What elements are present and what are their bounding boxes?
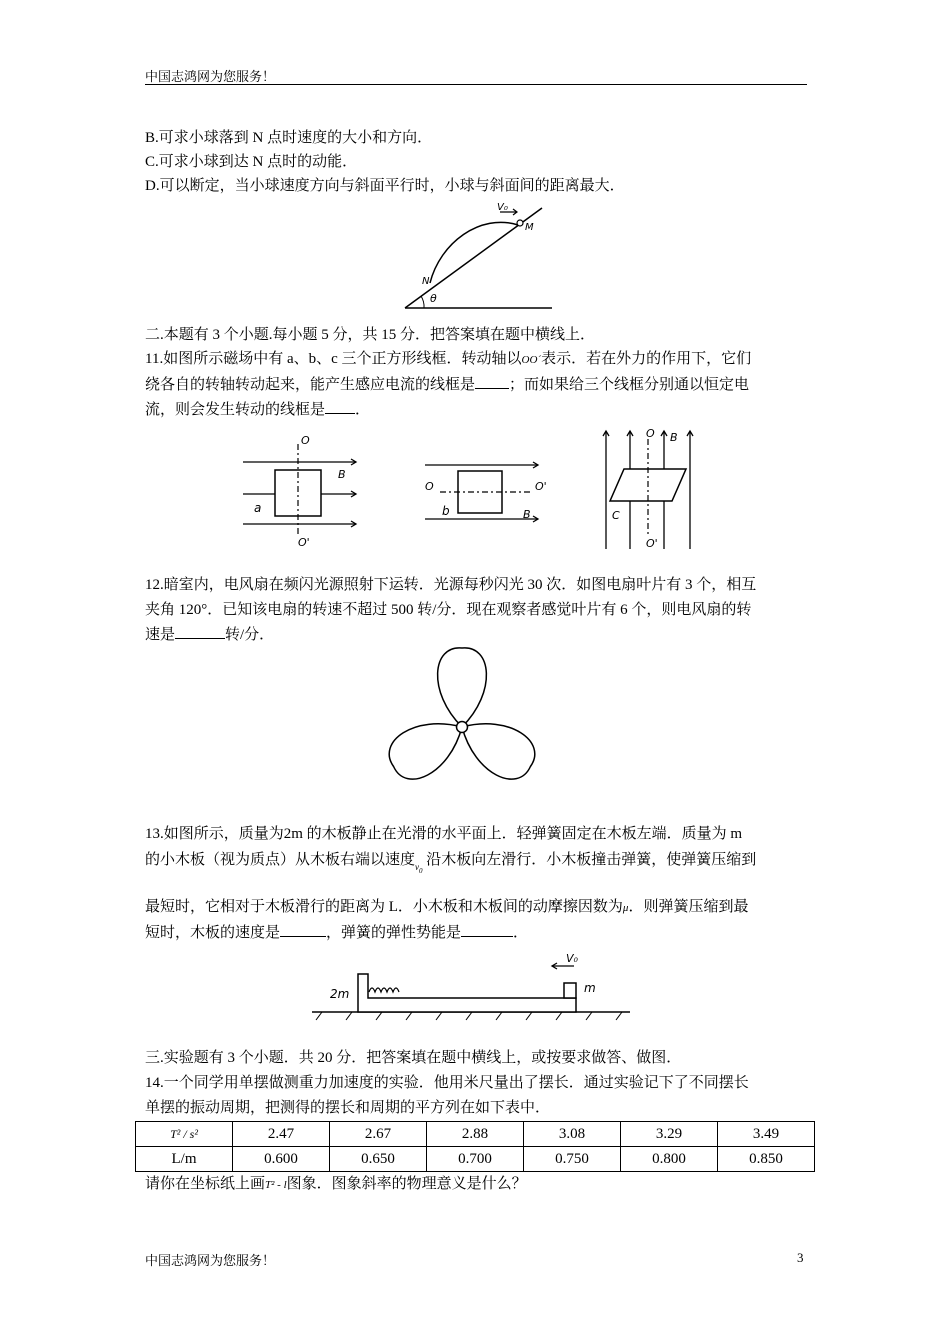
pendulum-data-table: [135, 1121, 815, 1172]
header-rule: [145, 84, 807, 85]
q14-after-table: 请你在坐标纸上画T² - l图象．图象斜率的物理意义是什么？: [145, 1176, 527, 1192]
table-cell: 2.88: [427, 1122, 524, 1147]
v0-fig-label: V₀: [566, 952, 578, 965]
v0-label: V₀: [497, 202, 508, 213]
t2-l-symbol: T² - l: [265, 1179, 287, 1191]
mass-2m-label: 2m: [330, 987, 350, 1001]
theta-label: θ: [430, 292, 437, 305]
answer-blank-11a[interactable]: [475, 374, 509, 389]
table-cell: 0.750: [524, 1147, 621, 1172]
m-label: M: [525, 222, 534, 233]
q13-line-3: 最短时，它相对于木板滑行的距离为 L．小木板和木板间的动摩擦因数为μ．则弹簧压缩到最: [145, 899, 749, 915]
table-cell: 0.700: [427, 1147, 524, 1172]
q13-line-2: 的小木板（视为质点）从木板右端以速度$_{v_0}$ 沿木板向左滑行．小木板撞击弹簧，使弹簧压缩到: [145, 852, 757, 875]
table-cell: 3.49: [718, 1122, 815, 1147]
table-header-cell: T² / s²: [136, 1122, 233, 1147]
section-2-title: 二.本题有 3 个小题.每小题 5 分，共 15 分．把答案填在题中横线上．: [145, 327, 596, 343]
table-header-cell: L/m: [136, 1147, 233, 1172]
answer-blank-11b[interactable]: [325, 399, 355, 414]
q11-line-1: 11.如图所示磁场中有 a、b、c 三个正方形线框．转动轴以OO´表示．若在外力的作用下，它们: [145, 351, 752, 367]
fig-c-c-label: C: [612, 509, 620, 522]
answer-blank-13a[interactable]: [280, 922, 326, 937]
option-b: B.可求小球落到 N 点时速度的大小和方向．: [145, 130, 433, 146]
coil-c-figure: [598, 425, 698, 553]
coil-a-figure: [238, 432, 368, 550]
table-cell: 2.47: [233, 1122, 330, 1147]
fig-a-bottom-label: O': [298, 536, 310, 549]
q11-line-2: 绕各自的转轴转动起来，能产生感应电流的线框是 ；而如果给三个线框分别通以恒定电: [145, 373, 749, 397]
m-fig-label: m: [584, 981, 596, 995]
section-3-title: 三.实验题有 3 个小题．共 20 分．把答案填在题中横线上，或按要求做答、做图．: [145, 1050, 682, 1066]
incline-projectile-figure: [400, 198, 560, 313]
table-cell: 3.08: [524, 1122, 621, 1147]
table-cell: 2.67: [330, 1122, 427, 1147]
q12-line-3: 速是 转/分．: [145, 623, 274, 647]
table-row: [136, 1147, 815, 1172]
page-header: 中国志鸿网为您服务！: [145, 69, 276, 84]
v0-symbol: v0: [415, 862, 423, 875]
table-row: [136, 1122, 815, 1147]
answer-blank-13b[interactable]: [461, 922, 513, 937]
axis-symbol: OO´: [521, 354, 542, 366]
board-spring-figure: [312, 946, 632, 1026]
option-c: C.可求小球到达 N 点时的动能．: [145, 154, 358, 170]
fig-a-top-label: O: [301, 434, 310, 447]
mu-symbol: μ: [622, 902, 629, 914]
fig-a-b-label: B: [338, 468, 346, 481]
q13-line-4: 短时，木板的速度是 ，弹簧的弹性势能是 ．: [145, 921, 528, 945]
fig-b-field-label: B: [523, 508, 531, 521]
q11-line-3: 流，则会发生转动的线框是 ．: [145, 398, 370, 422]
table-cell: 0.800: [621, 1147, 718, 1172]
page-footer: 中国志鸿网为您服务！: [145, 1253, 276, 1268]
answer-blank-12[interactable]: [175, 624, 225, 639]
fig-b-b-label: b: [442, 504, 450, 518]
fig-c-field-label: B: [670, 431, 678, 444]
coil-b-figure: [420, 455, 560, 530]
table-cell: 0.650: [330, 1147, 427, 1172]
q13-line-1: 13.如图所示，质量为2m 的木板静止在光滑的水平面上．轻弹簧固定在木板左端．质量为 m: [145, 826, 743, 842]
table-cell: 0.850: [718, 1147, 815, 1172]
fig-c-bottom-label: O': [646, 537, 658, 550]
table-cell: 0.600: [233, 1147, 330, 1172]
q12-line-1: 12.暗室内，电风扇在频闪光源照射下运转．光源每秒闪光 30 次．如图电扇叶片有 3 个，相互: [145, 577, 757, 593]
fig-b-left-label: O: [425, 480, 434, 493]
n-label: N: [422, 276, 430, 287]
fan-figure: [400, 646, 550, 796]
fig-a-a-label: a: [254, 501, 262, 515]
fig-c-top-label: O: [646, 427, 655, 440]
q14-line-2: 单摆的振动周期，把测得的摆长和周期的平方列在如下表中．: [145, 1100, 551, 1116]
q14-line-1: 14.一个同学用单摆做测重力加速度的实验．他用米尺量出了摆长．通过实验记下了不同摆长: [145, 1075, 749, 1091]
fig-b-right-label: O': [535, 480, 547, 493]
page-number: 3: [797, 1250, 804, 1265]
option-d: D.可以断定，当小球速度方向与斜面平行时，小球与斜面间的距离最大．: [145, 178, 625, 194]
q12-line-2: 夹角 120°．已知该电扇的转速不超过 500 转/分．现在观察者感觉叶片有 6 个，则电风扇的转: [145, 602, 752, 618]
table-cell: 3.29: [621, 1122, 718, 1147]
